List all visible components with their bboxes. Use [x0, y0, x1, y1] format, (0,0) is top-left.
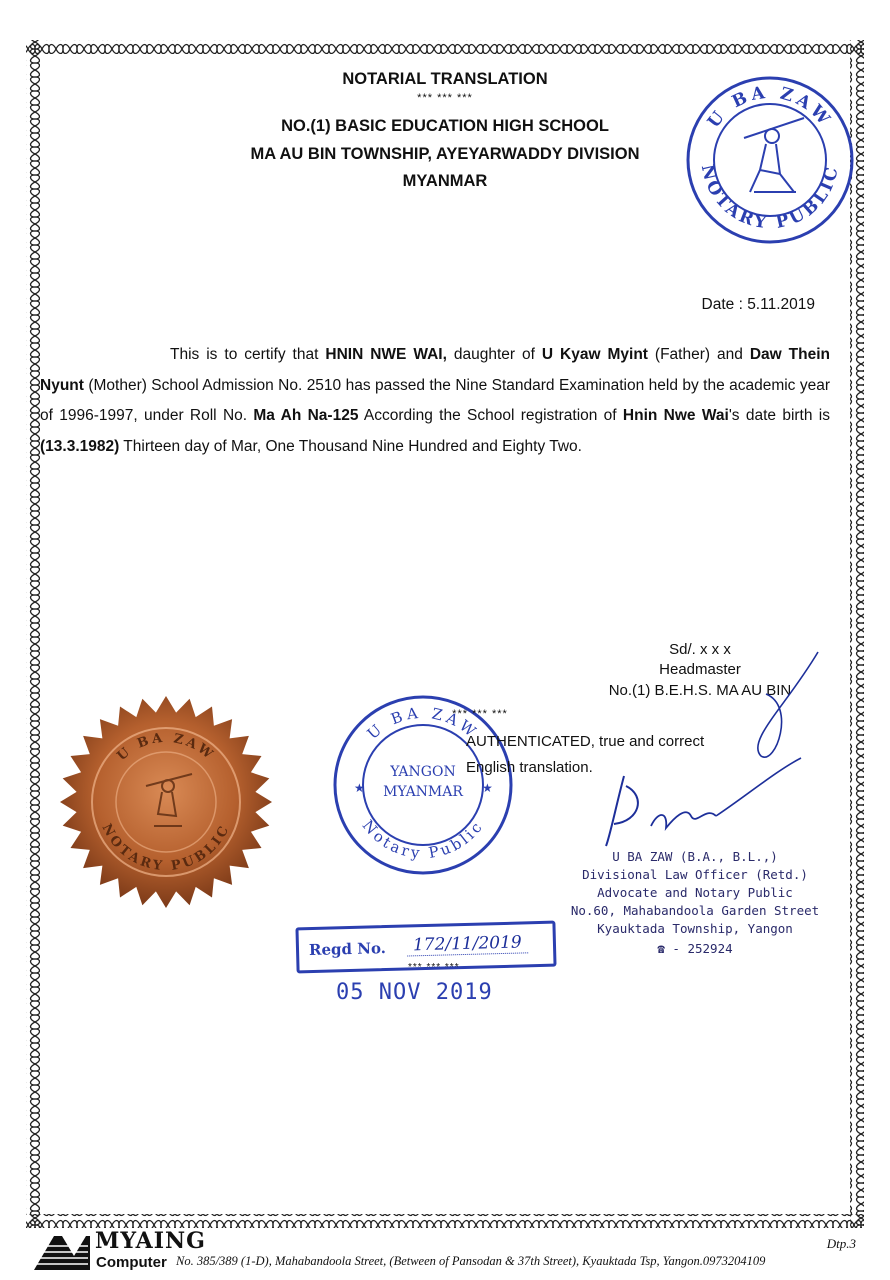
body-text-7: Thirteen day of Mar, One Thousand Nine Hundred and Eighty Two. [119, 437, 582, 455]
stamp-mid-city: YANGON [390, 764, 456, 780]
auth-line-2: English translation. [466, 759, 593, 776]
signature-sd: Sd/. x x x [669, 641, 731, 658]
stamp-top-ring-bottom-text: NOTARY PUBLIC [696, 162, 844, 234]
signature-school: No.(1) B.E.H.S. MA AU BIN [608, 682, 792, 699]
brand-subtitle: Computer [96, 1254, 167, 1271]
phone-icon: ☎ [657, 941, 665, 956]
stamp-top-ring-text: U BA ZAW [703, 82, 837, 132]
star-icon: ★ [354, 781, 365, 795]
father-name: U Kyaw Myint [541, 346, 648, 363]
student-name-2: Hnin Nwe Wai [622, 407, 729, 424]
certificate-body [40, 340, 830, 462]
footer-address: No. 385/389 (1-D), Mahabandoola Street, (Between of Pansodan & 37th Street), Kyauktada Tsp, Yangon.0973204109 [176, 1254, 766, 1268]
notary-phone-row [530, 939, 860, 958]
auth-line-1: AUTHENTICATED, true and correct [466, 733, 705, 750]
notary-role: Advocate and Notary Public [597, 885, 793, 900]
star-icon: ★ [482, 781, 493, 795]
date-of-birth: (13.3.1982) [40, 437, 120, 455]
township-name: MA AU BIN TOWNSHIP, AYEYARWADDY DIVISION [250, 145, 640, 163]
body-text-1: This is to certify that [170, 346, 326, 363]
seal-ring-top-text: U BA ZAW [114, 730, 218, 765]
student-name: HNIN NWE WAI, [325, 346, 447, 363]
body-text-4: (Mother) School Admission No. 2510 has passed the Nine Standard Examination held by the academic year of 1996-1997, under Roll No. [40, 376, 830, 424]
stamp-mid-ring-top-text: U BA ZAW [363, 703, 483, 743]
figure-emblem-icon [744, 118, 804, 192]
school-name: NO.(1) BASIC EDUCATION HIGH SCHOOL [281, 117, 609, 135]
roll-number: Ma Ah Na-125 [253, 407, 359, 424]
dtp-label: Dtp.3 [826, 1236, 856, 1251]
regd-number: 172/11/2019 [407, 932, 528, 956]
svg-text:Notary Public [359, 816, 488, 862]
body-text-5: According the School registration of [358, 407, 623, 424]
regd-label: Regd No. [308, 939, 387, 960]
handwritten-signature [596, 646, 826, 856]
document-date: Date : 5.11.2019 [701, 296, 815, 313]
regd-date: 05 NOV 2019 [336, 980, 493, 1005]
notary-name: U BA ZAW (B.A., B.L.,) [612, 849, 778, 864]
body-text-3: (Father) and [647, 346, 750, 363]
notary-phone: - 252924 [672, 941, 733, 956]
body-text-6: 's date birth is [728, 407, 830, 424]
notary-title: Divisional Law Officer (Retd.) [582, 867, 808, 882]
regd-stars: *** *** *** [408, 962, 460, 973]
notary-township: Kyauktada Township, Yangon [597, 921, 793, 936]
signature-role: Headmaster [659, 661, 741, 678]
myaing-logo-icon [32, 1232, 92, 1272]
seal-ring-bottom-text: NOTARY PUBLIC [98, 821, 234, 875]
body-text-2: daughter of [446, 346, 542, 363]
auth-stars: *** *** *** [452, 708, 508, 720]
notary-stamp-top [684, 74, 856, 246]
brand-name: MYAING [95, 1228, 206, 1254]
svg-text:U BA ZAW [704, 83, 836, 132]
stamp-mid-ring-bottom-text: Notary Public [358, 816, 488, 863]
mother-name: Daw Thein Nyunt [40, 346, 830, 394]
country-name: MYANMAR [402, 172, 488, 190]
title-stars: *** *** *** [417, 92, 473, 104]
notary-address: No.60, Mahabandoola Garden Street [570, 903, 820, 918]
stamp-mid-country: MYANMAR [383, 784, 463, 800]
embossed-seal [58, 694, 274, 910]
document-title: NOTARIAL TRANSLATION [342, 70, 548, 88]
